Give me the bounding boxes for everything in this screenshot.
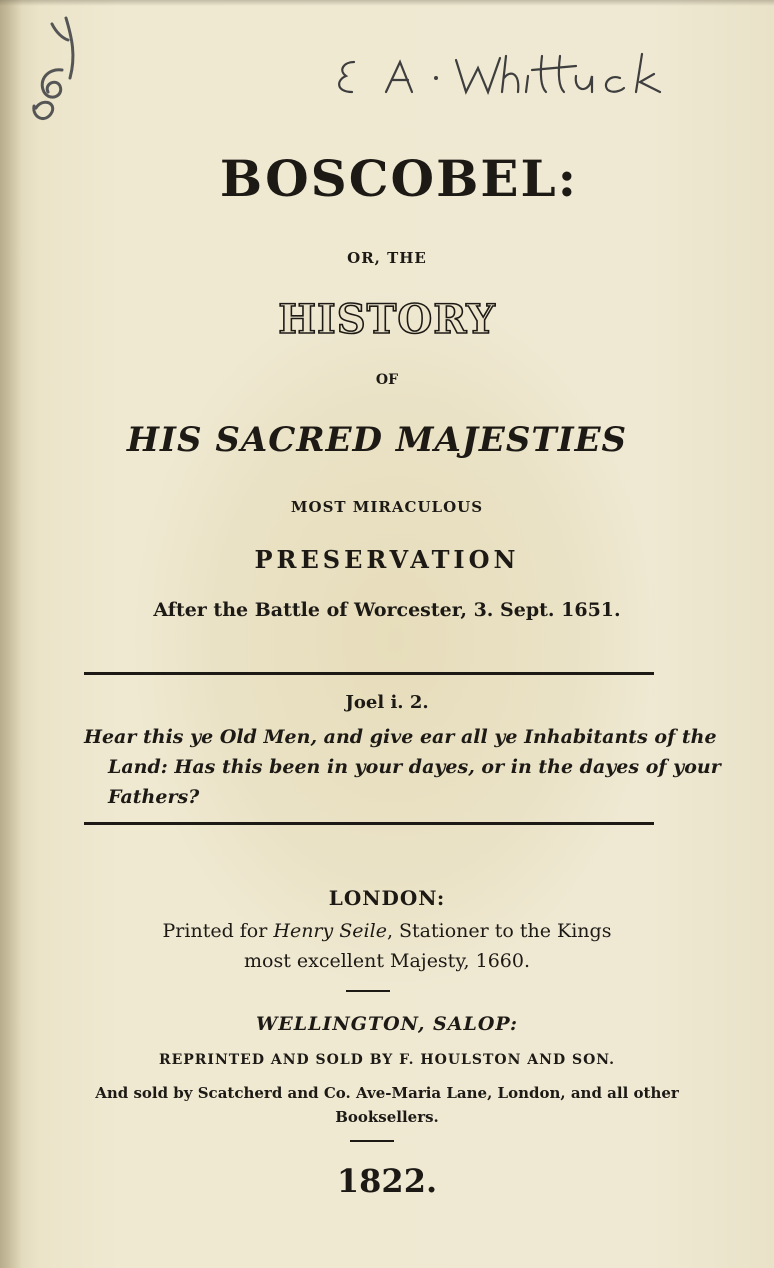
- epigraph-line: Hear this ye Old Men, and give ear all ye Inhabitants of the: [84, 726, 717, 748]
- printer-name: Henry Seile: [273, 920, 387, 942]
- printed-for-prefix: Printed for: [162, 920, 274, 942]
- imprint-majesty-line: most excellent Majesty, 1660.: [243, 950, 531, 972]
- imprint-divider: [346, 990, 390, 992]
- epigraph-top-rule: [84, 672, 654, 675]
- page-top-edge: [0, 0, 774, 6]
- or-the-line: OR, THE: [347, 249, 427, 267]
- imprint-place-london: LONDON:: [328, 886, 446, 910]
- pencil-corner-mark: [22, 8, 92, 128]
- majesties-heading: HIS SACRED MAJESTIES: [126, 420, 628, 460]
- history-heading: HISTORY: [278, 296, 496, 343]
- publication-year: 1822.: [336, 1162, 438, 1200]
- reprint-place: WELLINGTON, SALOP:: [255, 1013, 519, 1035]
- reprint-sold-by: And sold by Scatcherd and Co. Ave-Maria Lane, London, and all other: [95, 1084, 679, 1102]
- year-divider: [350, 1140, 394, 1142]
- epigraph-reference: Joel i. 2.: [345, 692, 429, 713]
- reprint-publisher: REPRINTED AND SOLD BY F. HOULSTON AND SON.: [158, 1052, 616, 1068]
- owner-signature: [330, 48, 710, 108]
- reprint-booksellers: Booksellers.: [335, 1108, 439, 1126]
- battle-date-line: After the Battle of Worcester, 3. Sept. 1651.: [153, 599, 621, 621]
- of-line: OF: [375, 372, 399, 388]
- book-title: BOSCOBEL:: [219, 149, 579, 208]
- printed-for-suffix: , Stationer to the Kings: [386, 920, 612, 942]
- most-miraculous-line: MOST MIRACULOUS: [290, 498, 484, 516]
- epigraph-bottom-rule: [84, 822, 654, 825]
- epigraph-line: Fathers?: [108, 786, 200, 808]
- imprint-printed-for: [0, 916, 774, 946]
- epigraph-line: Land: Has this been in your dayes, or in the dayes of your: [108, 756, 721, 778]
- preservation-heading: PRESERVATION: [254, 545, 520, 574]
